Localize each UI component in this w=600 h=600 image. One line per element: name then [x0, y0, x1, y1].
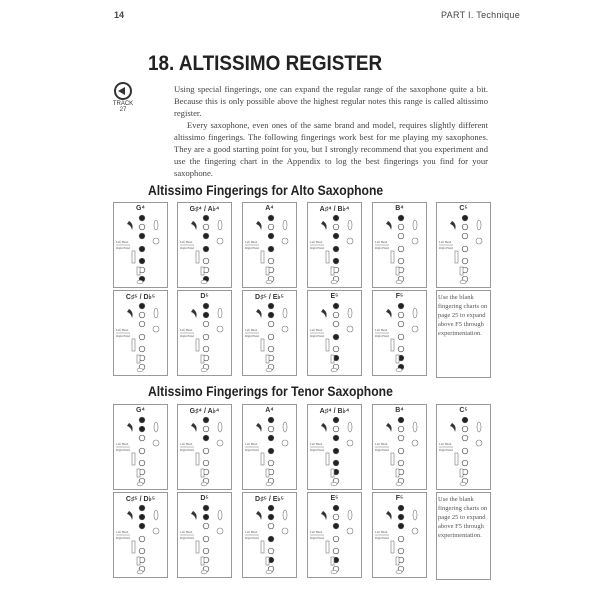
key-circle [203, 321, 209, 327]
fingering-diagram [437, 213, 490, 285]
key-circle [398, 334, 404, 340]
key-circle [268, 224, 274, 230]
key-circle [333, 258, 339, 264]
key-circle [333, 346, 339, 352]
fingering-chart [307, 404, 362, 490]
key-circle [268, 523, 274, 529]
right-hand-label: Right Hand [310, 536, 324, 540]
fingering-chart [113, 202, 168, 288]
right-hand-label: Right Hand [375, 536, 389, 540]
note-name: G♯⁴ / A♭⁴ [189, 206, 220, 213]
right-hand-label: Right Hand [439, 448, 453, 452]
key-circle [398, 505, 404, 511]
key-circle [139, 548, 145, 554]
key-circle [203, 312, 209, 318]
key-circle [139, 224, 145, 230]
right-hand-label: Right Hand [310, 334, 324, 338]
fingering-chart [242, 492, 297, 578]
key-circle [268, 346, 274, 352]
right-hand-label: Right Hand [245, 536, 259, 540]
note-name: D♯⁵ / E♭⁵ [255, 294, 284, 301]
fingering-diagram [243, 213, 296, 285]
note-name: G⁴ [136, 407, 145, 414]
left-hand-label: Left Hand [116, 328, 129, 332]
key-circle [333, 514, 339, 520]
right-hand-label: Right Hand [375, 448, 389, 452]
key-circle [139, 346, 145, 352]
key-circle [333, 460, 339, 466]
key-circle [268, 548, 274, 554]
key-circle [462, 258, 468, 264]
key-circle [139, 514, 145, 520]
key-circle [268, 460, 274, 466]
key-circle [139, 426, 145, 432]
key-circle [333, 448, 339, 454]
second-paragraph: Every saxophone, even ones of the same brand and model, requires slightly different altissimo fingerings. The following fingerings work best for me playing my saxophones. They are a good starting point for you, but I strongly recommend that you experiment and use the fingering chart in the Appendix to log the best fingerings you find for your saxophone. [174, 120, 488, 178]
key-circle [203, 224, 209, 230]
key-circle [268, 505, 274, 511]
key-circle [398, 303, 404, 309]
key-circle [333, 312, 339, 318]
fingering-chart [307, 290, 362, 376]
key-circle [139, 536, 145, 542]
fingering-chart [113, 492, 168, 578]
key-circle [333, 523, 339, 529]
fingering-diagram [178, 503, 231, 575]
key-circle [398, 321, 404, 327]
track-label: TRACK 27 [112, 101, 134, 113]
key-circle [398, 346, 404, 352]
key-circle [203, 303, 209, 309]
key-circle [462, 460, 468, 466]
key-circle [398, 435, 404, 441]
chapter-title: 18. ALTISSIMO REGISTER [148, 52, 383, 75]
right-hand-label: Right Hand [245, 334, 259, 338]
left-hand-label: Left Hand [375, 328, 388, 332]
left-hand-label: Left Hand [310, 328, 323, 332]
key-circle [333, 548, 339, 554]
note-name: D⁵ [200, 293, 209, 300]
key-circle [462, 215, 468, 221]
left-hand-label: Left Hand [375, 442, 388, 446]
fingering-chart [372, 202, 427, 288]
left-hand-label: Left Hand [116, 530, 129, 534]
key-circle [268, 215, 274, 221]
fingering-chart [307, 492, 362, 578]
key-circle [139, 505, 145, 511]
right-hand-label: Right Hand [310, 246, 324, 250]
key-circle [139, 460, 145, 466]
key-circle [398, 233, 404, 239]
note-name: A♯⁴ / B♭⁴ [319, 408, 350, 415]
key-circle [333, 417, 339, 423]
alto-section-heading: Altissimo Fingerings for Alto Saxophone [148, 183, 384, 198]
key-circle [398, 460, 404, 466]
key-circle [203, 346, 209, 352]
key-circle [203, 523, 209, 529]
key-circle [139, 233, 145, 239]
key-circle [203, 426, 209, 432]
note-name: F⁵ [395, 293, 404, 300]
key-circle [462, 426, 468, 432]
key-circle [268, 426, 274, 432]
key-circle [333, 215, 339, 221]
fingering-chart [436, 202, 491, 288]
fingering-diagram [243, 301, 296, 373]
key-circle [203, 417, 209, 423]
key-circle [139, 523, 145, 529]
blank-charts-note: Use the blank fingering charts on page 25 to expand above F5 through experimentation. [436, 492, 491, 580]
key-circle [139, 321, 145, 327]
key-circle [139, 435, 145, 441]
key-circle [462, 246, 468, 252]
note-name: A♯⁴ / B♭⁴ [319, 206, 350, 213]
left-hand-label: Left Hand [180, 240, 193, 244]
fingering-diagram [178, 415, 231, 487]
right-hand-label: Right Hand [180, 246, 194, 250]
fingering-chart [113, 290, 168, 376]
note-name: G♯⁴ / A♭⁴ [189, 408, 220, 415]
left-hand-label: Left Hand [310, 530, 323, 534]
note-name: B⁴ [395, 407, 404, 414]
fingering-diagram [373, 503, 426, 575]
key-circle [333, 426, 339, 432]
key-circle [462, 448, 468, 454]
left-hand-label: Left Hand [180, 442, 193, 446]
key-circle [139, 246, 145, 252]
key-circle [268, 321, 274, 327]
key-circle [333, 233, 339, 239]
note-name: E⁵ [330, 293, 339, 300]
key-circle [139, 258, 145, 264]
key-circle [203, 334, 209, 340]
fingering-diagram [373, 415, 426, 487]
right-hand-label: Right Hand [116, 246, 130, 250]
left-hand-label: Left Hand [245, 442, 258, 446]
key-circle [333, 435, 339, 441]
fingering-diagram [308, 213, 361, 285]
key-circle [268, 448, 274, 454]
key-circle [462, 224, 468, 230]
key-circle [139, 215, 145, 221]
blank-charts-note: Use the blank fingering charts on page 25 to expand above F5 through experimentation. [436, 290, 491, 378]
note-name: D⁵ [200, 495, 209, 502]
key-circle [268, 233, 274, 239]
key-circle [203, 435, 209, 441]
key-circle [333, 536, 339, 542]
key-circle [203, 460, 209, 466]
key-circle [139, 417, 145, 423]
key-circle [268, 514, 274, 520]
left-hand-label: Left Hand [375, 530, 388, 534]
fingering-chart [372, 492, 427, 578]
fingering-chart [242, 202, 297, 288]
key-circle [398, 215, 404, 221]
key-circle [398, 417, 404, 423]
fingering-diagram [178, 301, 231, 373]
right-hand-label: Right Hand [180, 448, 194, 452]
key-circle [333, 321, 339, 327]
key-circle [268, 312, 274, 318]
fingering-chart [242, 290, 297, 376]
left-hand-label: Left Hand [180, 530, 193, 534]
key-circle [398, 514, 404, 520]
key-circle [398, 523, 404, 529]
key-circle [203, 514, 209, 520]
left-hand-label: Left Hand [116, 240, 129, 244]
right-hand-label: Right Hand [116, 536, 130, 540]
fingering-chart [436, 404, 491, 490]
right-hand-label: Right Hand [439, 246, 453, 250]
page-number: 14 [114, 10, 125, 20]
key-circle [398, 224, 404, 230]
key-circle [203, 258, 209, 264]
fingering-diagram [178, 213, 231, 285]
key-circle [268, 435, 274, 441]
fingering-chart [307, 202, 362, 288]
key-circle [398, 246, 404, 252]
note-name: A⁴ [265, 407, 274, 414]
note-name: C♯⁵ / D♭⁵ [125, 294, 156, 301]
fingering-chart [372, 404, 427, 490]
left-hand-label: Left Hand [310, 240, 323, 244]
right-hand-label: Right Hand [180, 536, 194, 540]
fingering-diagram [114, 415, 167, 487]
note-name: E⁵ [330, 495, 339, 502]
fingering-diagram [114, 213, 167, 285]
key-circle [398, 548, 404, 554]
fingering-chart [242, 404, 297, 490]
fingering-diagram [373, 301, 426, 373]
fingering-chart [177, 492, 232, 578]
key-circle [462, 435, 468, 441]
key-circle [203, 246, 209, 252]
fingering-chart [372, 290, 427, 376]
key-circle [268, 246, 274, 252]
right-hand-label: Right Hand [245, 246, 259, 250]
key-circle [398, 426, 404, 432]
right-hand-label: Right Hand [245, 448, 259, 452]
left-hand-label: Left Hand [245, 240, 258, 244]
key-circle [268, 303, 274, 309]
key-circle [333, 303, 339, 309]
fingering-chart [177, 404, 232, 490]
tenor-section-heading: Altissimo Fingerings for Tenor Saxophone [148, 384, 393, 399]
key-circle [203, 536, 209, 542]
fingering-diagram [308, 503, 361, 575]
fingering-diagram [243, 503, 296, 575]
key-circle [203, 215, 209, 221]
key-circle [333, 334, 339, 340]
key-circle [139, 303, 145, 309]
left-hand-label: Left Hand [439, 442, 452, 446]
key-circle [268, 417, 274, 423]
fingering-chart [177, 202, 232, 288]
key-circle [139, 312, 145, 318]
note-name: C♯⁵ / D♭⁵ [125, 496, 156, 503]
right-hand-label: Right Hand [375, 334, 389, 338]
left-hand-label: Left Hand [245, 328, 258, 332]
fingering-diagram [437, 415, 490, 487]
note-name: C⁵ [459, 205, 468, 212]
key-circle [333, 505, 339, 511]
key-circle [203, 505, 209, 511]
key-circle [333, 246, 339, 252]
note-name: C⁵ [459, 407, 468, 414]
left-hand-label: Left Hand [116, 442, 129, 446]
right-hand-label: Right Hand [310, 448, 324, 452]
right-hand-label: Right Hand [116, 334, 130, 338]
note-name: B⁴ [395, 205, 404, 212]
intro-paragraph: Using special fingerings, one can expand the regular range of the saxophone quite a bit. Because this is only possible above the highest regular notes this range is called altissimo register. [174, 84, 488, 118]
note-name: A⁴ [265, 205, 274, 212]
left-hand-label: Left Hand [310, 442, 323, 446]
key-circle [462, 417, 468, 423]
key-circle [139, 448, 145, 454]
fingering-diagram [373, 213, 426, 285]
track-marker [112, 82, 134, 113]
right-hand-label: Right Hand [375, 246, 389, 250]
key-circle [398, 536, 404, 542]
key-circle [203, 233, 209, 239]
key-circle [462, 233, 468, 239]
right-hand-label: Right Hand [116, 448, 130, 452]
key-circle [398, 312, 404, 318]
left-hand-label: Left Hand [180, 328, 193, 332]
note-name: G⁴ [136, 205, 145, 212]
note-name: D♯⁵ / E♭⁵ [255, 496, 284, 503]
right-hand-label: Right Hand [180, 334, 194, 338]
key-circle [203, 548, 209, 554]
fingering-diagram [308, 301, 361, 373]
note-name: F⁵ [395, 495, 404, 502]
fingering-diagram [308, 415, 361, 487]
fingering-chart [177, 290, 232, 376]
key-circle [398, 258, 404, 264]
fingering-chart [113, 404, 168, 490]
key-circle [398, 448, 404, 454]
fingering-diagram [114, 503, 167, 575]
left-hand-label: Left Hand [375, 240, 388, 244]
running-header: PART I. Technique [441, 10, 520, 20]
key-circle [139, 334, 145, 340]
fingering-diagram [114, 301, 167, 373]
key-circle [268, 258, 274, 264]
left-hand-label: Left Hand [245, 530, 258, 534]
left-hand-label: Left Hand [439, 240, 452, 244]
speaker-icon [114, 82, 132, 100]
key-circle [268, 536, 274, 542]
key-circle [268, 334, 274, 340]
key-circle [333, 224, 339, 230]
fingering-diagram [243, 415, 296, 487]
key-circle [203, 448, 209, 454]
